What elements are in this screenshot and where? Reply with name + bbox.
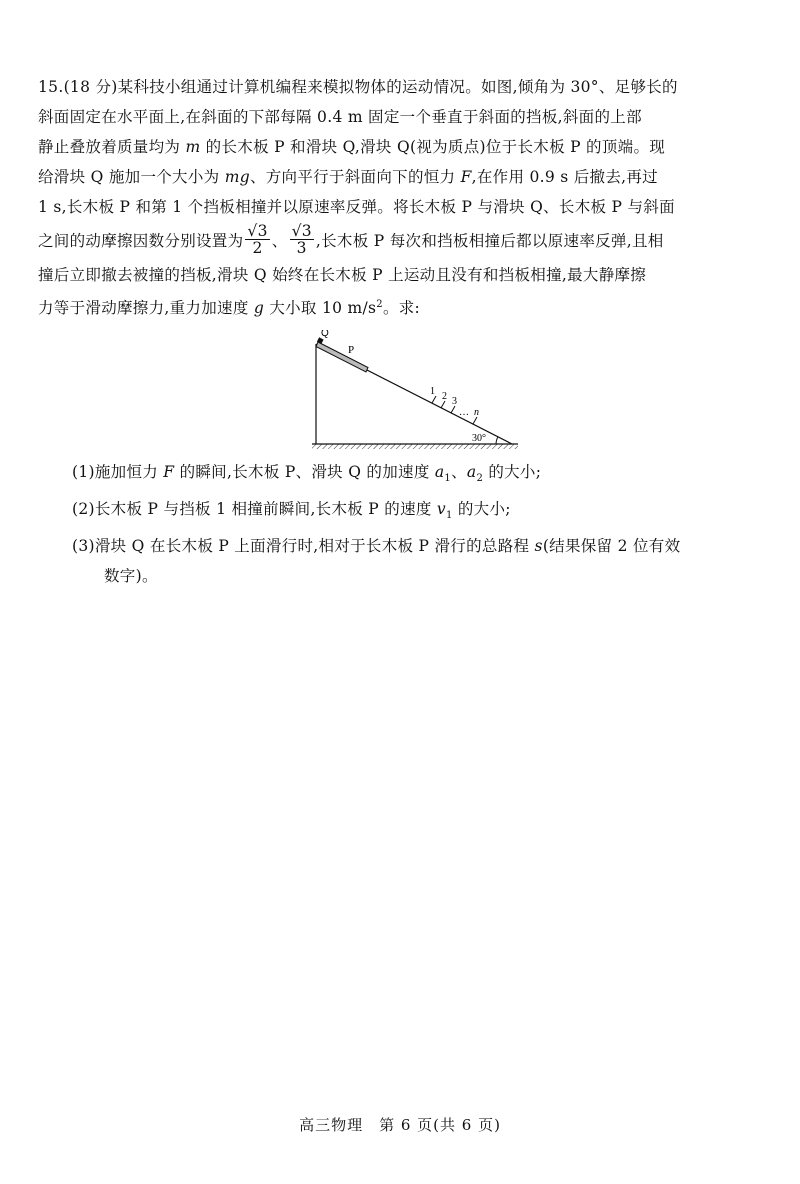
plate-n-label: n [474, 407, 479, 418]
question-text: 的大小; [483, 463, 542, 481]
question-text: (2)长木板 P 与挡板 1 相撞前瞬间,长木板 P 的速度 [72, 500, 437, 519]
problem-points: (18 分) [63, 78, 118, 96]
problem-text: 静止叠放着质量均为 [38, 138, 186, 156]
question-text: 的瞬间,长木板 P、滑块 Q 的加速度 [174, 463, 435, 481]
separator: 、 [271, 232, 288, 250]
page-footer: 高三物理 第 6 页(共 6 页) [299, 1116, 501, 1134]
fraction-numerator: √3 [247, 221, 268, 240]
fraction-mu1 [245, 223, 269, 256]
problem-text: ,在作用 0.9 s 后撤去,再过 [471, 168, 658, 186]
problem-text: 之间的动摩擦因数分别设置为 [38, 232, 244, 250]
problem-text: 力等于滑动摩擦力,重力加速度 [38, 299, 254, 318]
problem-line-8 [38, 290, 768, 323]
subscript: 2 [476, 473, 484, 485]
problem-text: 大小取 10 m/s [264, 299, 377, 318]
problem-line-4 [38, 162, 768, 192]
force-variable: F [460, 168, 472, 186]
plate-2-label: 2 [442, 391, 447, 402]
fraction-numerator: √3 [291, 221, 312, 240]
path-variable: s [534, 537, 543, 556]
fraction-denominator: 3 [296, 238, 307, 257]
mg-variable: mg [224, 168, 250, 186]
problem-line-5: 1 s,长木板 P 和第 1 个挡板相撞并以原速率反弹。将长木板 P 与滑块 Q、长木板 P 与斜面 [38, 198, 675, 216]
plate-3-mark [451, 406, 455, 413]
question-text: (结果保留 2 位有效 [542, 537, 681, 556]
sub-questions [72, 457, 768, 591]
plate-1-label: 1 [430, 386, 435, 397]
question-2 [72, 494, 768, 531]
problem-text: ,长木板 P 每次和挡板相撞后都以原速率反弹,且相 [315, 232, 664, 250]
plate-2-mark [441, 401, 445, 408]
problem-number: 15. [38, 78, 64, 96]
velocity-variable: v [436, 500, 446, 519]
problem-text: 某科技小组通过计算机编程来模拟物体的运动情况。如图,倾角为 30°、足够长的 [117, 78, 678, 96]
question-text: 的大小; [452, 500, 511, 519]
problem-text: 的长木板 P 和滑块 Q,滑块 Q(视为质点)位于长木板 P 的顶端。现 [200, 138, 666, 156]
g-variable: g [253, 299, 265, 318]
plate-dots: … [459, 407, 469, 418]
question-3 [72, 531, 768, 591]
question-text: (3)滑块 Q 在长木板 P 上面滑行时,相对于长木板 P 滑行的总路程 [72, 537, 535, 556]
problem-15 [38, 72, 768, 323]
separator: 、 [451, 463, 467, 481]
problem-line-1 [38, 72, 768, 102]
plate-1-mark [432, 396, 436, 403]
exponent: 2 [376, 299, 383, 310]
problem-line-7: 撞后立即撤去被撞的挡板,滑块 Q 始终在长木板 P 上运动且没有和挡板相撞,最大静摩擦 [38, 266, 647, 284]
label-p: P [348, 344, 355, 356]
accel-variable: a [434, 463, 445, 481]
fraction-denominator: 2 [252, 238, 263, 257]
subscript: 1 [445, 510, 453, 522]
accel-variable: a [466, 463, 477, 481]
question-text: (1)施加恒力 [72, 463, 164, 481]
ground-hatch [312, 444, 518, 449]
board-p [316, 342, 368, 372]
problem-text: 。求: [382, 299, 421, 318]
angle-label: 30° [472, 433, 486, 444]
mass-variable: m [185, 138, 201, 156]
question-text: 数字)。 [104, 567, 158, 586]
problem-line-3 [38, 132, 768, 162]
problem-line-6 [38, 222, 768, 260]
problem-line-2: 斜面固定在水平面上,在斜面的下部每隔 0.4 m 固定一个垂直于斜面的挡板,斜面的上部 [38, 108, 642, 126]
question-1 [72, 457, 768, 494]
incline-diagram [0, 330, 800, 455]
problem-text: 给滑块 Q 施加一个大小为 [38, 168, 225, 186]
force-variable: F [163, 463, 175, 481]
problem-text: 、方向平行于斜面向下的恒力 [249, 168, 461, 186]
incline-svg [0, 330, 800, 455]
label-q: Q [321, 330, 329, 339]
fraction-mu2 [290, 223, 314, 256]
subscript: 1 [444, 473, 452, 485]
angle-arc [496, 437, 498, 444]
plate-n-mark [473, 417, 477, 424]
plate-3-label: 3 [452, 396, 457, 407]
